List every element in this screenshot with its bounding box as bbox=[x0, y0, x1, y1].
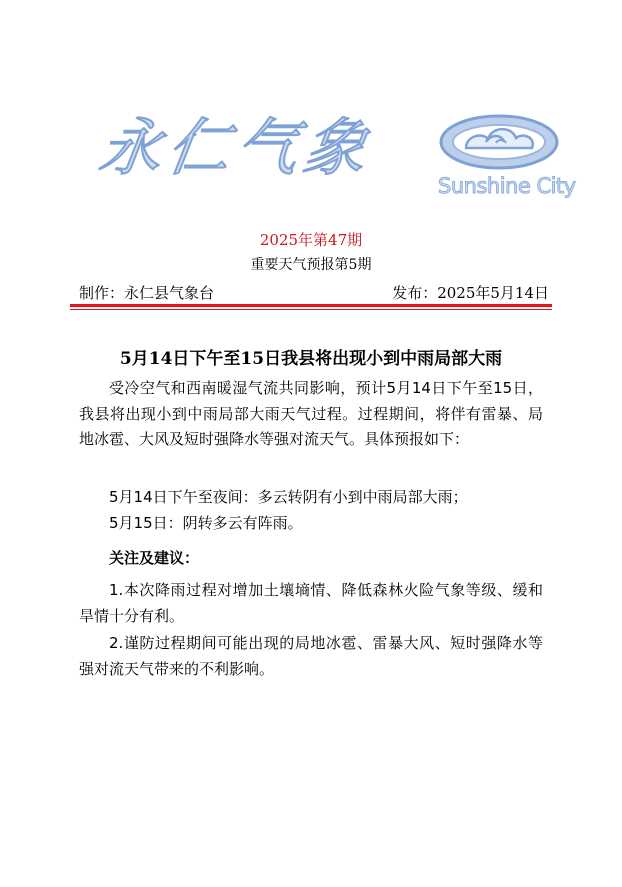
forecast-line-2: 5月15日：阴转多云有阵雨。 bbox=[109, 514, 303, 532]
advice-heading: 关注及建议： bbox=[109, 549, 200, 567]
cloud-logo-icon bbox=[436, 112, 562, 180]
masthead-title: 永仁气象 bbox=[94, 111, 378, 184]
article-headline: 5月14日下午至15日我县将出现小到中雨局部大雨 bbox=[119, 349, 503, 369]
logo-text: Sunshine City bbox=[438, 174, 576, 198]
advice-item-2: 2.谨防过程期间可能出现的局地冰雹、雷暴大风、短时强降水等强对流天气带来的不利影响。 bbox=[79, 634, 543, 678]
forecast-line-1: 5月14日下午至夜间：多云转阴有小到中雨局部大雨； bbox=[109, 488, 468, 506]
maker-line: 制作：永仁县气象台 bbox=[79, 284, 215, 302]
red-divider-thin bbox=[70, 309, 552, 310]
red-divider bbox=[70, 304, 552, 307]
masthead bbox=[92, 108, 576, 208]
issue-number: 2025年第47期 bbox=[259, 231, 363, 249]
advice-item-1: 1.本次降雨过程对增加土壤墒情、降低森林火险气象等级、缓和旱情十分有利。 bbox=[79, 581, 543, 625]
intro-paragraph: 受冷空气和西南暖湿气流共同影响，预计5月14日下午至15日，我县将出现小到中雨局部大雨天气过程。过程期间，将伴有雷暴、局地冰雹、大风及短时强降水等强对流天气。具体预报如下： bbox=[79, 379, 543, 448]
publish-date: 发布：2025年5月14日 bbox=[392, 284, 549, 302]
bulletin-subtitle: 重要天气预报第5期 bbox=[250, 257, 372, 273]
